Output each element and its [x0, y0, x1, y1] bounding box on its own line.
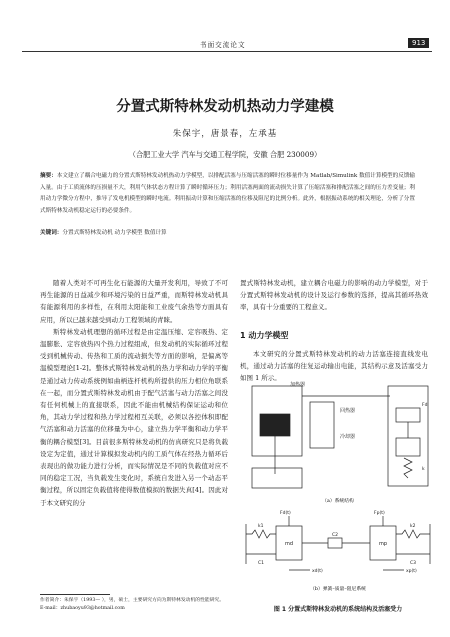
footnote-email: E-mail：zhubaoyu93@hotmail.com [40, 605, 125, 611]
spring-k2 [396, 530, 430, 538]
right-column-top [240, 277, 428, 314]
figure-subcaption-b: （b）弹簧–质量–阻尼系统 [310, 587, 366, 592]
power-piston [396, 408, 420, 422]
keywords-text: 分置式斯特林发动机 动力学模型 数值计算 [62, 230, 167, 236]
disp-label-p: xp(t) [406, 569, 417, 574]
regenerator-box [310, 402, 334, 448]
figure-1 [240, 378, 436, 600]
damper-c2-label: C2 [332, 533, 339, 538]
abstract-label: 摘要： [40, 173, 57, 179]
intro-paragraph-continued: 置式斯特林发动机，建立耦合电磁力的影响的动力学模型，对于分置式斯特林发动机的设计及运行参数的选择，提高其循环热效率，具有十分重要的工程意义。 [240, 279, 428, 312]
spring-k2-label: k2 [410, 524, 416, 529]
spring-label-k: k [422, 467, 425, 472]
damper-c3-label: C3 [410, 561, 417, 566]
figure-subcaption-a: （a）系统结构 [322, 499, 354, 504]
spring-k1-label: k1 [258, 524, 264, 529]
power-spring [404, 458, 412, 478]
displacer-spring-housing [252, 468, 302, 488]
paper-authors: 朱保宇，唐景春，左承基 [172, 129, 278, 139]
figure-spring-mass-damper [246, 516, 430, 570]
keywords-label: 关键词： [40, 230, 63, 236]
force-label-p: Fp(t) [374, 511, 385, 516]
page-number: 913 [408, 38, 429, 48]
paper-title: 分置式斯特林发动机热动力学建模 [116, 99, 334, 115]
footnote-author-bio: 作者简介：朱保宇（1993— ），男，硕士，主要研究方向为斯特林发动机的性能研究。 [40, 598, 225, 603]
journal-section-header: 书面交流论文 [200, 41, 246, 49]
intro-paragraph-1: 随着人类对不可再生化石能源的大量开发利用，导致了不可再生能源的日益减少和环境污染的日益严重，而斯特林发动机具有能源利用的多样性，在利用太阳能和工业废气余热等方面具有应用，所以已越来越受到动力工程领域的青睐。 [40, 279, 228, 324]
force-label-d: Fd(t) [280, 511, 291, 516]
displacer-piston [260, 414, 290, 436]
header-rule [22, 51, 432, 52]
mass-md-label: md [285, 541, 294, 547]
figure-caption: 图 1 分置式斯特林发动机的系统结构及活塞受力 [273, 606, 403, 613]
spring-k1 [246, 530, 276, 538]
abstract-text: 本文建立了耦合电磁力的分置式斯特林发动机热动力学模型，以排配活塞与压缩活塞的瞬时位移量作为 Matlab/Simulink 数值计算模型的反馈输入量。由于工质流体的压损量不大，利用气体状态方程计算了瞬时循环压力；利用活塞两面的流动损失计算了压缩活塞和排配活塞之间的压力差变量；利用动力学微分方程中，推导了发电机模型的瞬时电流。利用振动计算和压缩活塞的位移及阻尼的比例分析。此外，根据振动系统的相关理论，分析了分置式斯特林发动机稳定运行的必要条件。 [40, 173, 416, 214]
force-label-fp: Fd [422, 403, 428, 408]
section-paragraph: 本文研究的分置式斯特林发动机的动力活塞连接直线发电机，通过动力活塞的往复运动输出电能，其结构示意及活塞受力如图 1 所示。 [240, 350, 428, 383]
intro-paragraph-2: 斯特林发动机理想的循环过程是由定温压缩、定容吸热、定温膨胀、定容放热四个热力过程组成，但发动机的实际循环过程受到机械传动、传热和工质的流动损失等方面的影响，是偏离等温模型理论[1-2]。整体式斯特林发动机的热力学和动力学的平衡是通过动力传动系统例如曲柄连杆机构所提供的压力相位角联系在一起，而分置式斯特林发动机由于配气活塞与动力活塞之间没有任何机械上的直接联系，因此不能由机械结构保证运动和位角，其动力学过程和热力学过程相互关联，必须以各控体积即配气活塞和动力活塞的位移量为中心，建立热力学平衡和动力学平衡的耦合模型[3]。目前很多斯特林发动机的仿真研究只是将负载设定为定值，通过计算模拟发动机内的工质气体在经热力循环后表现出的做功能力进行分析，而实际情况是不同的负载值对应不同的稳定工况，当负载发生变化时，系统自发进入另一个动态平衡过程，所以固定负载值将使得数值模拟的数据失真[4]。因此对于本文研究的分 [40, 327, 228, 507]
cooler-label: 冷却器 [340, 434, 356, 440]
disp-label-d: xd(t) [312, 569, 323, 574]
section-heading: 1 动力学模型 [240, 331, 289, 340]
keywords [40, 228, 415, 238]
abstract [40, 171, 415, 217]
heater-label: 加热器 [290, 382, 306, 388]
linear-alternator [396, 438, 420, 456]
regenerator-label: 回热器 [340, 408, 356, 414]
affiliation: （合肥工业大学 汽车与交通工程学院，安徽 合肥 230009） [128, 150, 322, 159]
damper-c1-label: C1 [258, 561, 265, 566]
damper-c2-pot [328, 538, 342, 548]
footnote [40, 597, 228, 612]
left-column [40, 277, 228, 509]
mass-mp-label: mp [379, 541, 388, 547]
footnote-rule [40, 594, 110, 595]
